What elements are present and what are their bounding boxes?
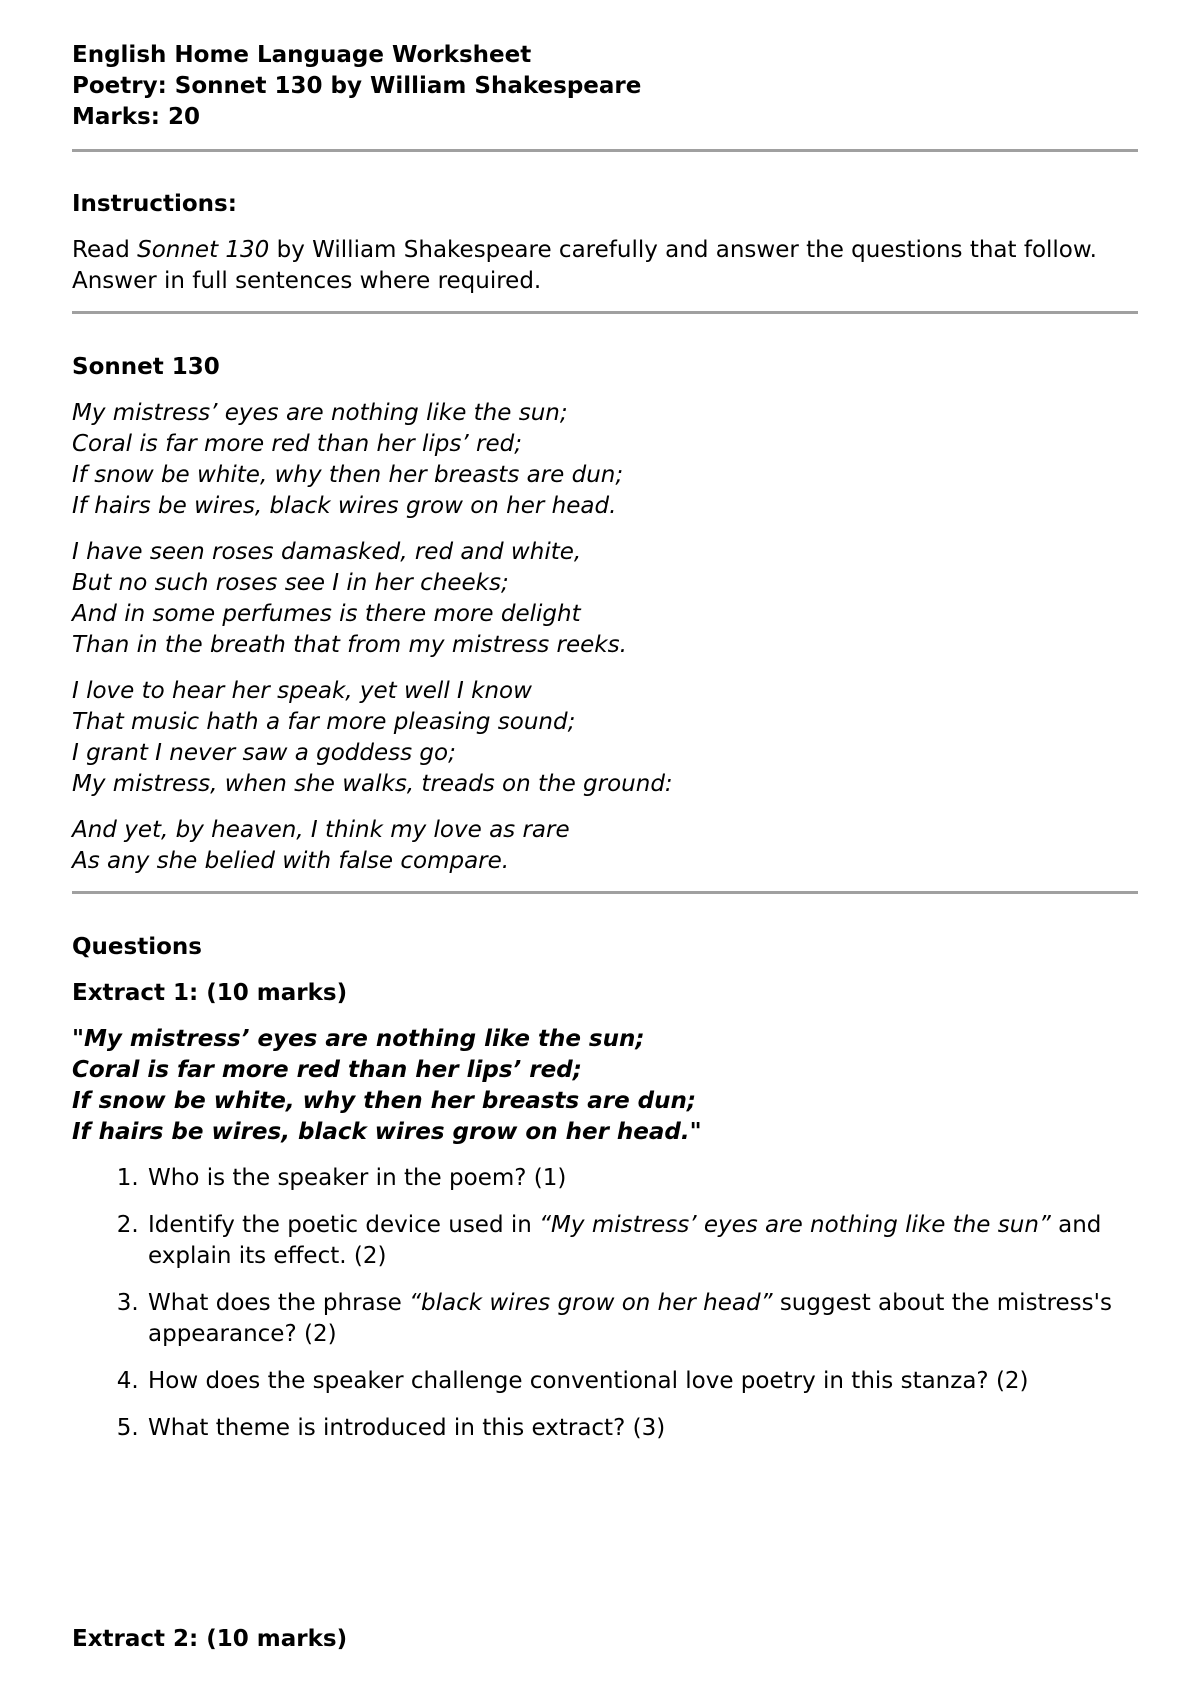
poem-line: And yet, by heaven, I think my love as rare xyxy=(72,817,570,843)
quote-line: If hairs be wires, black wires grow on her head." xyxy=(72,1119,702,1145)
poem-line: Than in the breath that from my mistress reeks. xyxy=(72,632,627,658)
poem-line: That music hath a far more pleasing sound; xyxy=(72,709,576,735)
poem-line: If snow be white, why then her breasts are dun; xyxy=(72,462,624,488)
poem-stanza-1 xyxy=(72,398,1138,522)
poem-stanza-2 xyxy=(72,537,1138,661)
extract-1-heading: Extract 1: (10 marks) xyxy=(72,980,348,1006)
extract-1-question-list xyxy=(72,1163,1138,1444)
worksheet-header xyxy=(72,40,1138,133)
extract-1-quote xyxy=(72,1024,1138,1148)
poem-line: I have seen roses damasked, red and white, xyxy=(72,539,582,565)
quote-line: If snow be white, why then her breasts are dun; xyxy=(72,1088,697,1114)
poem-line: As any she belied with false compare. xyxy=(72,848,510,874)
instructions-heading: Instructions: xyxy=(72,191,237,217)
poem-line: If hairs be wires, black wires grow on her head. xyxy=(72,493,617,519)
divider xyxy=(72,149,1138,152)
worksheet-subtitle: Poetry: Sonnet 130 by William Shakespeare xyxy=(72,73,642,99)
questions-heading: Questions xyxy=(72,934,202,960)
poem-line: And in some perfumes is there more delight xyxy=(72,601,581,627)
instructions-text: Read Sonnet 130 by William Shakespeare carefully and answer the questions that follow. Answer in full sentences where required. xyxy=(72,237,1097,294)
poem-stanza-3 xyxy=(72,676,1138,800)
poem-section xyxy=(72,352,1138,877)
worksheet-title: English Home Language Worksheet xyxy=(72,42,532,68)
extract-2-heading: Extract 2: (10 marks) xyxy=(72,1626,348,1652)
question-item: 3. What does the phrase “black wires grow on her head” suggest about the mistress's appearance? (2) xyxy=(146,1288,1138,1350)
quote-line: Coral is far more red than her lips’ red; xyxy=(72,1057,582,1083)
quote-line: "My mistress’ eyes are nothing like the sun; xyxy=(72,1026,645,1052)
poem-stanza-4 xyxy=(72,815,1138,877)
question-item: 5. What theme is introduced in this extract? (3) xyxy=(146,1413,1138,1444)
question-item: 4. How does the speaker challenge conventional love poetry in this stanza? (2) xyxy=(146,1366,1138,1397)
instructions-section xyxy=(72,189,1138,297)
poem-line: But no such roses see I in her cheeks; xyxy=(72,570,509,596)
worksheet-marks: Marks: 20 xyxy=(72,104,200,130)
poem-line: My mistress’ eyes are nothing like the sun; xyxy=(72,400,568,426)
poem-line: I love to hear her speak, yet well I know xyxy=(72,678,532,704)
questions-section xyxy=(72,932,1138,1652)
question-item: 2. Identify the poetic device used in “My mistress’ eyes are nothing like the sun” and explain its effect. (2) xyxy=(146,1210,1138,1272)
poem-line: I grant I never saw a goddess go; xyxy=(72,740,456,766)
poem-title: Sonnet 130 xyxy=(72,354,220,380)
poem-title-reference: Sonnet 130 xyxy=(137,237,270,263)
divider xyxy=(72,311,1138,314)
divider xyxy=(72,891,1138,894)
poem-line: My mistress, when she walks, treads on the ground: xyxy=(72,771,673,797)
question-item: 1. Who is the speaker in the poem? (1) xyxy=(146,1163,1138,1194)
poem-line: Coral is far more red than her lips’ red; xyxy=(72,431,522,457)
